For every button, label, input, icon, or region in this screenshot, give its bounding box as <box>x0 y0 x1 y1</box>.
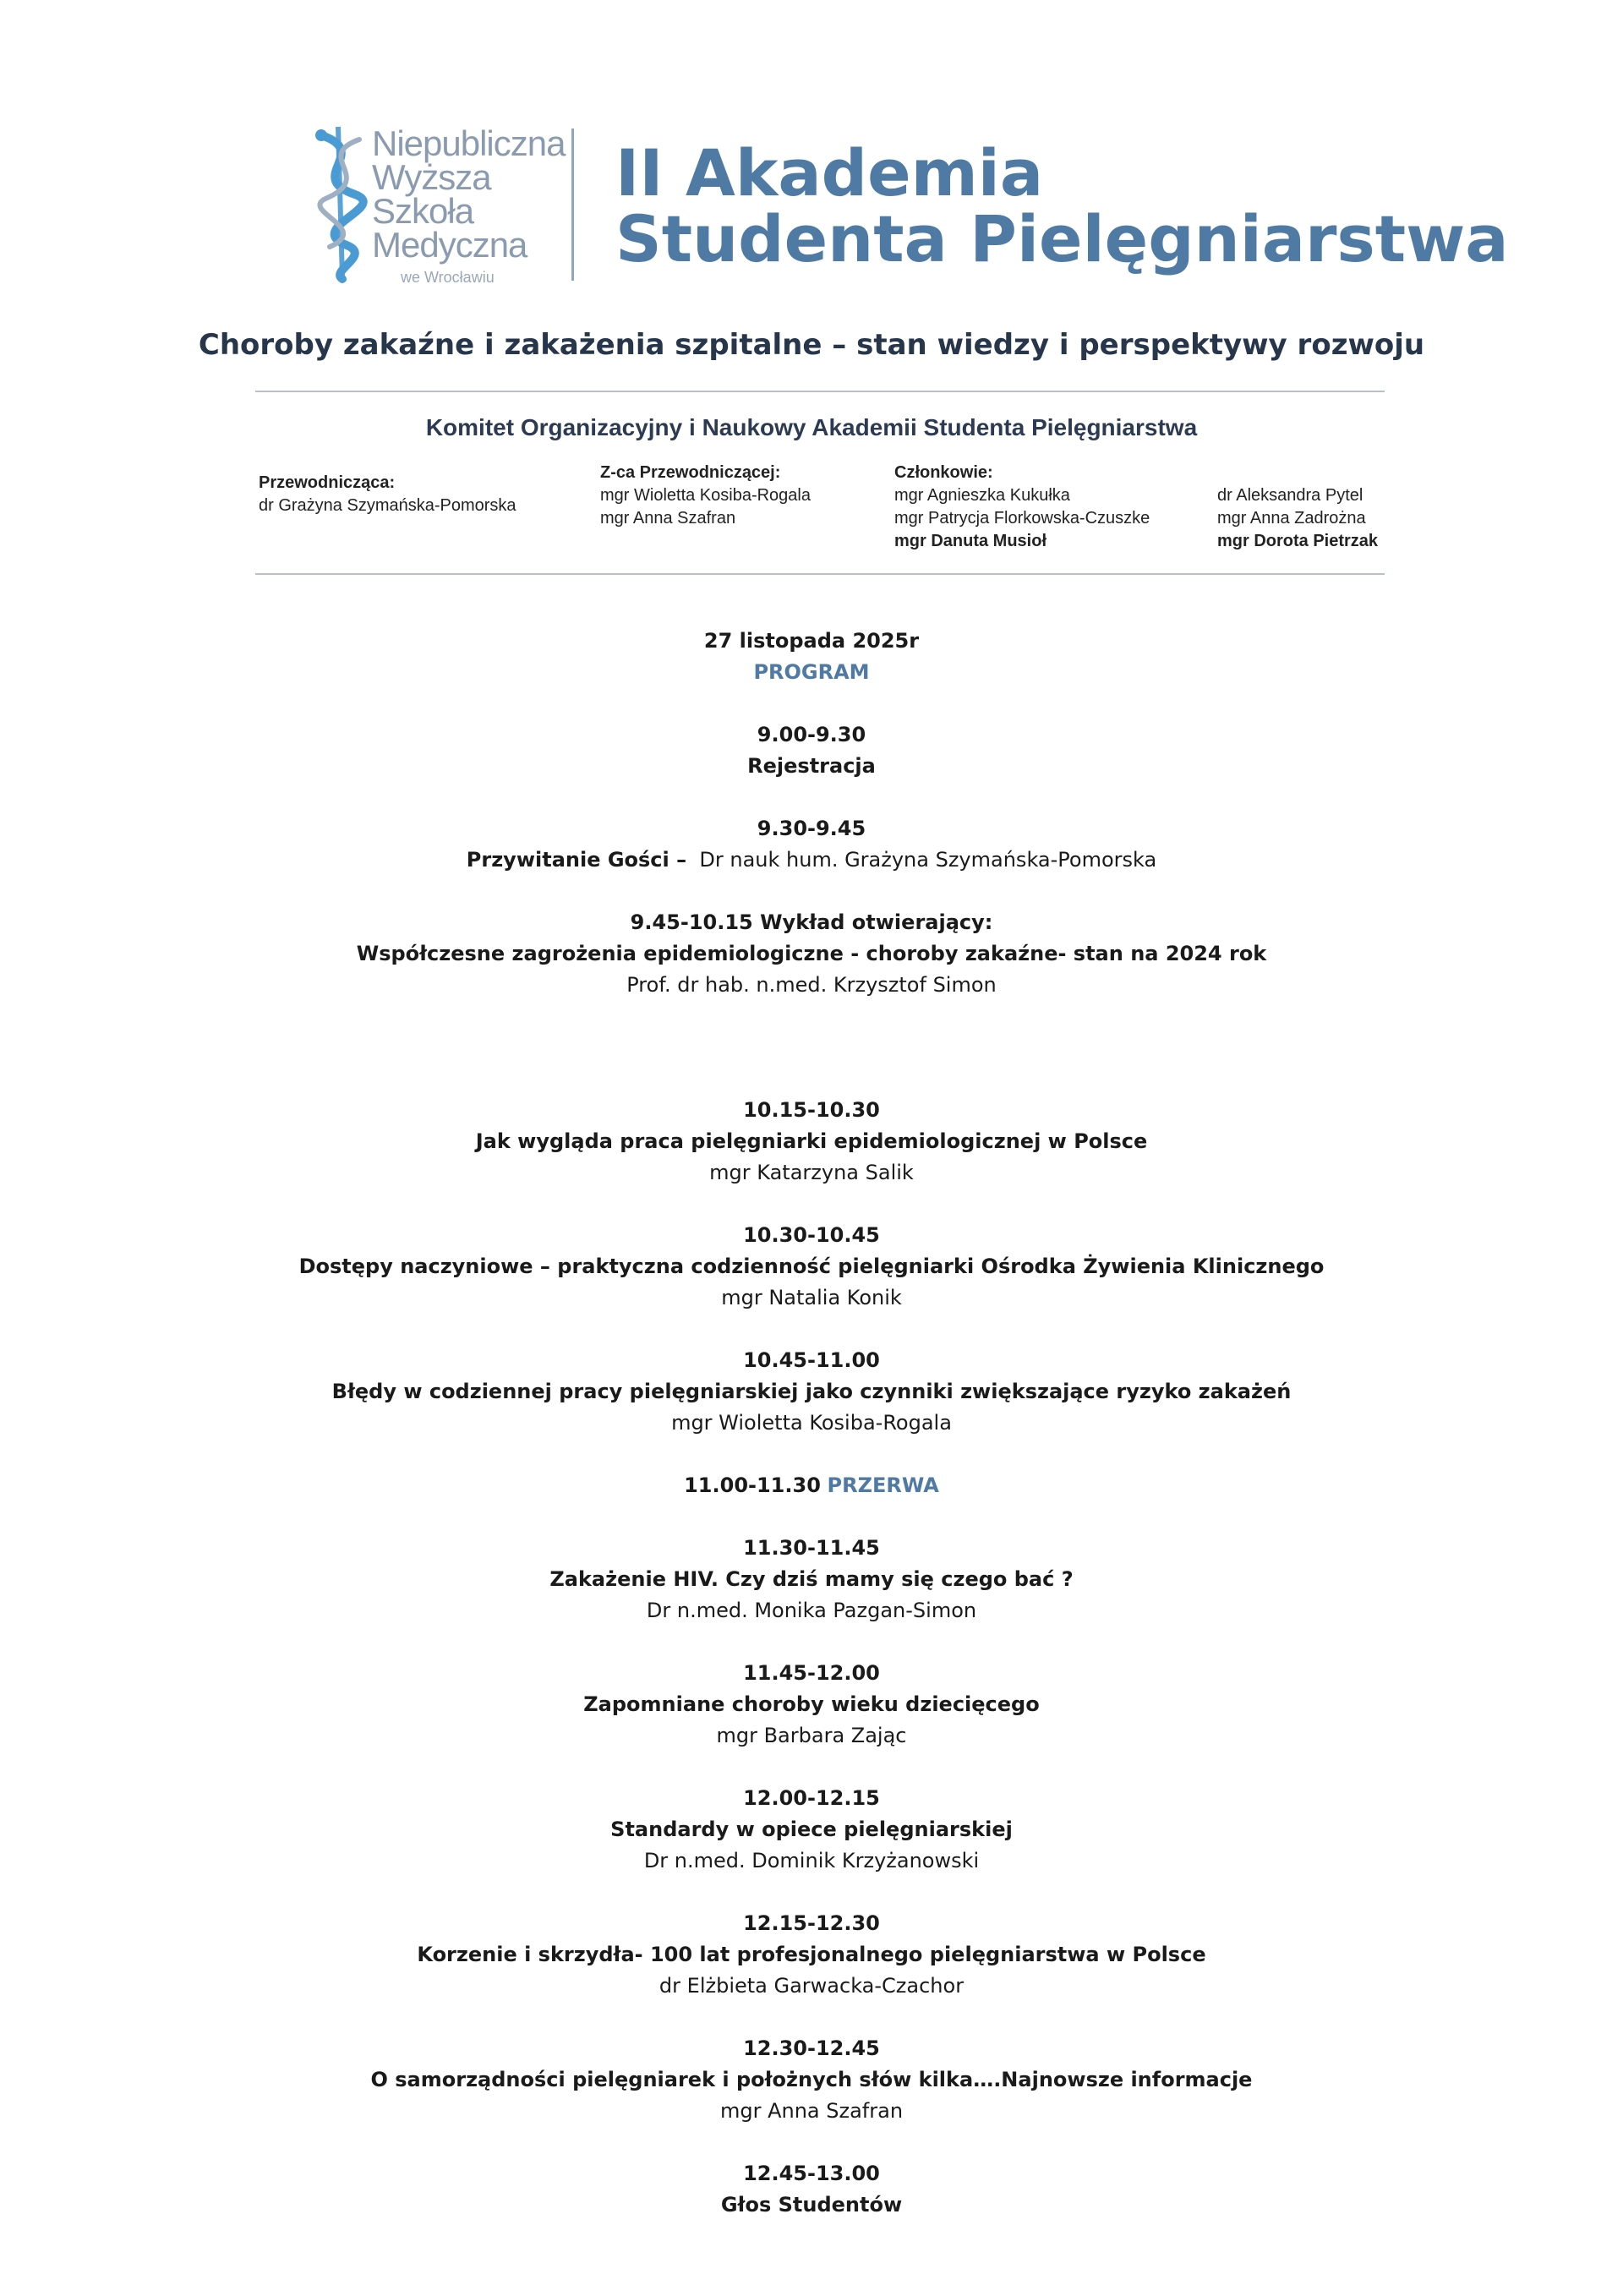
item-time: 9.00-9.30 <box>757 723 866 746</box>
member-name: mgr Agnieszka Kukułka <box>894 486 1070 505</box>
item-speaker: Prof. dr hab. n.med. Krzysztof Simon <box>626 973 997 997</box>
program-item <box>0 813 1623 876</box>
item-title: Zapomniane choroby wieku dziecięcego <box>583 1692 1040 1716</box>
member-name: mgr Patrycja Florkowska-Czuszke <box>894 509 1150 528</box>
logo-line-4: Medyczna <box>372 225 527 265</box>
item-speaker: Dr n.med. Dominik Krzyżanowski <box>643 1849 980 1872</box>
header-divider <box>571 128 574 281</box>
committee-chair <box>259 472 516 517</box>
page-subtitle: Choroby zakaźne i zakażenia szpitalne – stan wiedzy i perspektywy rozwoju <box>198 328 1425 362</box>
program-item <box>0 907 1623 1001</box>
item-title: Błędy w codziennej pracy pielęgniarskiej jako czynniki zwiększające ryzyko zakażeń <box>331 1380 1292 1403</box>
vice-name: mgr Wioletta Kosiba-Rogala <box>600 486 811 505</box>
divider-bottom <box>255 573 1385 575</box>
program-item <box>0 2158 1623 2221</box>
logo-line-2: Wyższa <box>372 157 491 197</box>
program-item <box>0 1908 1623 2002</box>
item-title: O samorządności pielęgniarek i położnych słów kilka….Najnowsze informacje <box>370 2068 1253 2091</box>
logo-sub: we Wrocławiu <box>401 269 495 286</box>
item-title: Rejestracja <box>747 754 876 778</box>
item-speaker: mgr Wioletta Kosiba-Rogala <box>671 1411 952 1435</box>
committee-vice <box>600 462 811 530</box>
item-time: 11.45-12.00 <box>743 1661 880 1685</box>
item-time: 12.00-12.15 <box>743 1786 880 1810</box>
program-item <box>0 1220 1623 1314</box>
program-item <box>0 1095 1623 1189</box>
page-title-line-2: Studenta Pielęgniarstwa <box>615 201 1509 276</box>
program <box>0 626 1623 2252</box>
program-item <box>0 1533 1623 1626</box>
member-name: mgr Dorota Pietrzak <box>1217 532 1379 550</box>
item-time: 12.15-12.30 <box>743 1911 880 1935</box>
program-item <box>0 2033 1623 2127</box>
program-item <box>0 1658 1623 1752</box>
item-time: 12.45-13.00 <box>743 2162 880 2185</box>
item-time: 11.30-11.45 <box>743 1536 880 1560</box>
item-time: 9.30-9.45 <box>757 817 866 840</box>
item-title: Jak wygląda praca pielęgniarki epidemiologicznej w Polsce <box>475 1129 1148 1153</box>
item-title: Przywitanie Gości – <box>466 848 687 872</box>
item-speaker: mgr Anna Szafran <box>719 2099 904 2123</box>
logo <box>296 118 566 287</box>
item-time: 10.30-10.45 <box>743 1223 880 1247</box>
program-break <box>0 1470 1623 1501</box>
item-time: 12.30-12.45 <box>743 2036 880 2060</box>
page-title-line-1: II Akademia <box>615 135 1044 210</box>
members-label: Członkowie: <box>894 463 993 482</box>
break-time: 11.00-11.30 <box>684 1473 821 1497</box>
committee-members-2 <box>1217 484 1378 553</box>
item-speaker: Dr nauk hum. Grażyna Szymańska-Pomorska <box>699 848 1157 872</box>
committee-members <box>894 462 1150 553</box>
program-label: PROGRAM <box>753 660 870 684</box>
item-speaker: mgr Katarzyna Salik <box>709 1161 914 1184</box>
vice-label: Z-ca Przewodniczącej: <box>600 463 781 482</box>
item-speaker: mgr Natalia Konik <box>721 1286 902 1309</box>
item-title: Współczesne zagrożenia epidemiologiczne - choroby zakaźne- stan na 2024 rok <box>356 942 1267 965</box>
program-item <box>0 719 1623 782</box>
item-title: Zakażenie HIV. Czy dziś mamy się czego bać ? <box>549 1567 1074 1591</box>
item-title: Standardy w opiece pielęgniarskiej <box>610 1818 1013 1841</box>
item-title: Głos Studentów <box>720 2193 903 2217</box>
item-speaker: dr Elżbieta Garwacka-Czachor <box>658 1974 965 1998</box>
member-name: mgr Danuta Musioł <box>894 532 1047 550</box>
program-item <box>0 1783 1623 1877</box>
committee-title: Komitet Organizacyjny i Naukowy Akademii Studenta Pielęgniarstwa <box>425 414 1198 440</box>
chair-label: Przewodnicząca: <box>259 473 396 492</box>
member-name: mgr Anna Zadrożna <box>1217 509 1366 528</box>
item-title: Dostępy naczyniowe – praktyczna codzienność pielęgniarki Ośrodka Żywienia Klinicznego <box>298 1255 1325 1278</box>
break-label: PRZERWA <box>827 1473 939 1497</box>
program-date: 27 listopada 2025r <box>703 629 920 653</box>
member-name: dr Aleksandra Pytel <box>1217 486 1363 505</box>
item-time: 10.45-11.00 <box>743 1348 880 1372</box>
logo-line-1: Niepubliczna <box>372 123 566 163</box>
program-item <box>0 1345 1623 1439</box>
item-time: 10.15-10.30 <box>743 1098 880 1122</box>
item-time: 9.45-10.15 Wykład otwierający: <box>630 910 993 934</box>
vice-name: mgr Anna Szafran <box>600 509 736 528</box>
item-speaker: Dr n.med. Monika Pazgan-Simon <box>646 1599 977 1622</box>
divider-top <box>255 391 1385 392</box>
item-speaker: mgr Barbara Zając <box>716 1724 907 1747</box>
logo-line-3: Szkoła <box>372 191 474 231</box>
chair-name: dr Grażyna Szymańska-Pomorska <box>259 496 516 515</box>
item-title: Korzenie i skrzydła- 100 lat profesjonalnego pielęgniarstwa w Polsce <box>417 1943 1206 1966</box>
